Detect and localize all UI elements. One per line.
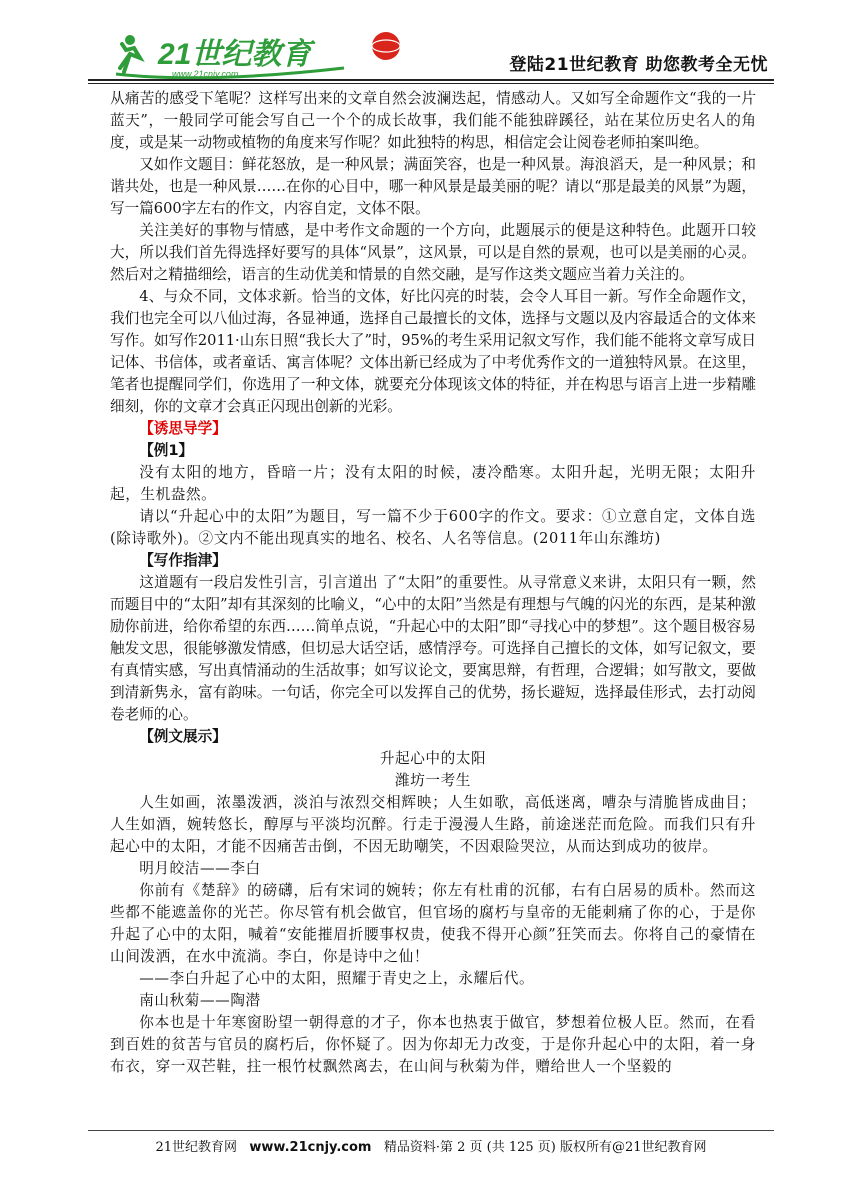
paragraph: 升起心中的太阳 bbox=[379, 750, 487, 767]
paragraph: ——李白升起了心中的太阳，照耀于青史之上，永耀后代。 bbox=[139, 970, 535, 987]
paragraph: 4、与众不同，文体求新。恰当的文体，好比闪亮的时装，会令人耳目一新。写作全命题作文，我们也完全可以八仙过海，各显神通，选择自己最擅长的文体，选择与文题以及内容最适合的文体来写作。如写作2011·山东日照“我长大了”时，95%的考生采用记叙文写作，我们能不能将文章写成日记体、书信体，或者童话、寓言体呢？文体出新已经成为了中考优秀作文的一道独特风景。在这里，笔者也提醒同学们，你选用了一种文体，就要充分体现该文体的特征，并在构思与语言上进一步精雕细刻，你的文章才会真正闪现出创新的光彩。 bbox=[110, 288, 756, 415]
footer-site-link[interactable]: www.21cnjy.com bbox=[249, 1140, 372, 1155]
paragraph: 明月皎洁——李白 bbox=[139, 860, 261, 877]
paragraph: 潍坊一考生 bbox=[395, 772, 471, 789]
paragraph: 南山秋菊——陶潜 bbox=[139, 992, 261, 1009]
logo-21cnjy-icon bbox=[114, 28, 404, 80]
footer-info: 精品资料·第 2 页 (共 125 页) 版权所有@21世纪教育网 bbox=[383, 1140, 707, 1155]
page-footer bbox=[88, 1136, 774, 1155]
page-header bbox=[88, 28, 774, 80]
paragraph: 你前有《楚辞》的磅礴，后有宋词的婉转；你左有杜甫的沉郁，右有白居易的质朴。然而这些都不能遮盖你的光芒。你尽管有机会做官，但官场的腐朽与皇帝的无能刺痛了你的心，于是你升起了心中的太阳，喊着“安能摧眉折腰事权贵，使我不得开心颜”狂笑而去。你将自己的豪情在山间泼洒，在水中流淌。李白，你是诗中之仙！ bbox=[110, 882, 756, 965]
header-rule-thin bbox=[88, 83, 774, 84]
paragraph: 请以“升起心中的太阳”为题目，写一篇不少于600字的作文。要求：①立意自定，文体自选(除诗歌外)。②文内不能出现真实的地名、校名、人名等信息。(2011年山东潍坊) bbox=[110, 508, 756, 547]
paragraph: 【例文展示】 bbox=[139, 728, 227, 745]
paragraph: 你本也是十年寒窗盼望一朝得意的才子，你本也热衷于做官，梦想着位极人臣。然而，在看到百姓的贫苦与官员的腐朽后，你怀疑了。因为你却无力改变，于是你升起心中的太阳，着一身布衣，穿一双芒鞋，拄一根竹杖飘然离去，在山间与秋菊为伴，赠给世人一个坚毅的 bbox=[110, 1014, 756, 1075]
article-body bbox=[110, 88, 756, 1078]
header-slogan: 登陆21世纪教育 助您教考全无忧 bbox=[509, 55, 768, 75]
paragraph: 又如作文题目：鲜花怒放，是一种风景；满面笑容，也是一种风景。海浪滔天，是一种风景；和谐共处，也是一种风景……在你的心目中，哪一种风景是最美丽的呢？请以“那是最美的风景”为题，写一篇600字左右的作文，内容自定，文体不限。 bbox=[110, 156, 756, 217]
paragraph: 关注美好的事物与情感，是中考作文命题的一个方向，此题展示的便是这种特色。此题开口较大，所以我们首先得选择好要写的具体“风景”，这风景，可以是自然的景观，也可以是美丽的心灵。然后对之精描细绘，语言的生动优美和情景的自然交融，是写作这类文题应当着力关注的。 bbox=[110, 222, 756, 283]
paragraph: 没有太阳的地方，昏暗一片；没有太阳的时候，凄冷酷寒。太阳升起，光明无限；太阳升起，生机盎然。 bbox=[110, 464, 756, 503]
svg-text:21世纪教育: 21世纪教育 bbox=[158, 38, 312, 71]
paragraph: 这道题有一段启发性引言，引言道出 了“太阳”的重要性。从寻常意义来讲，太阳只有一颗，然而题目中的“太阳”却有其深刻的比喻义，“心中的太阳”当然是有理想与气魄的闪光的东西，是某种激励你前进，给你希望的东西……简单点说，“升起心中的太阳”即“寻找心中的梦想”。这个题目极容易触发文思，很能够激发情感，但切忌大话空话，感情浮夸。可选择自己擅长的文体，如写记叙文，要有真情实感，写出真情涌动的生活故事；如写议论文，要寓思辩，有哲理，合逻辑；如写散文，要做到清新隽永，富有韵味。一句话，你完全可以发挥自己的优势，扬长避短，选择最佳形式，去打动阅卷老师的心。 bbox=[110, 574, 756, 723]
svg-text:www.21cnjy.com: www.21cnjy.com bbox=[172, 69, 239, 79]
footer-left: 21世纪教育网 bbox=[155, 1140, 237, 1155]
paragraph: 【写作指津】 bbox=[139, 552, 227, 569]
paragraph: 【诱思导学】 bbox=[139, 420, 227, 437]
paragraph: 人生如画，浓墨泼洒，淡泊与浓烈交相辉映；人生如歌，高低迷离，嘈杂与清脆皆成曲目；人生如酒，婉转悠长，醇厚与平淡均沉醉。行走于漫漫人生路，前途迷茫而危险。而我们只有升起心中的太阳，才能不因痛苦击倒，不因无助嘲笑，不因艰险哭泣，从而达到成功的彼岸。 bbox=[110, 794, 756, 855]
paragraph: 从痛苦的感受下笔呢？这样写出来的文章自然会波澜迭起，情感动人。又如写全命题作文“我的一片蓝天”，一般同学可能会写自己一个个的成长故事，我们能不能独辟蹊径，站在某位历史名人的角度，或是某一动物或植物的角度来写作呢？如此独特的构思，相信定会让阅卷老师拍案叫绝。 bbox=[110, 90, 756, 151]
paragraph: 【例1】 bbox=[139, 442, 194, 459]
footer-rule bbox=[88, 1130, 774, 1131]
header-rule bbox=[88, 79, 774, 81]
